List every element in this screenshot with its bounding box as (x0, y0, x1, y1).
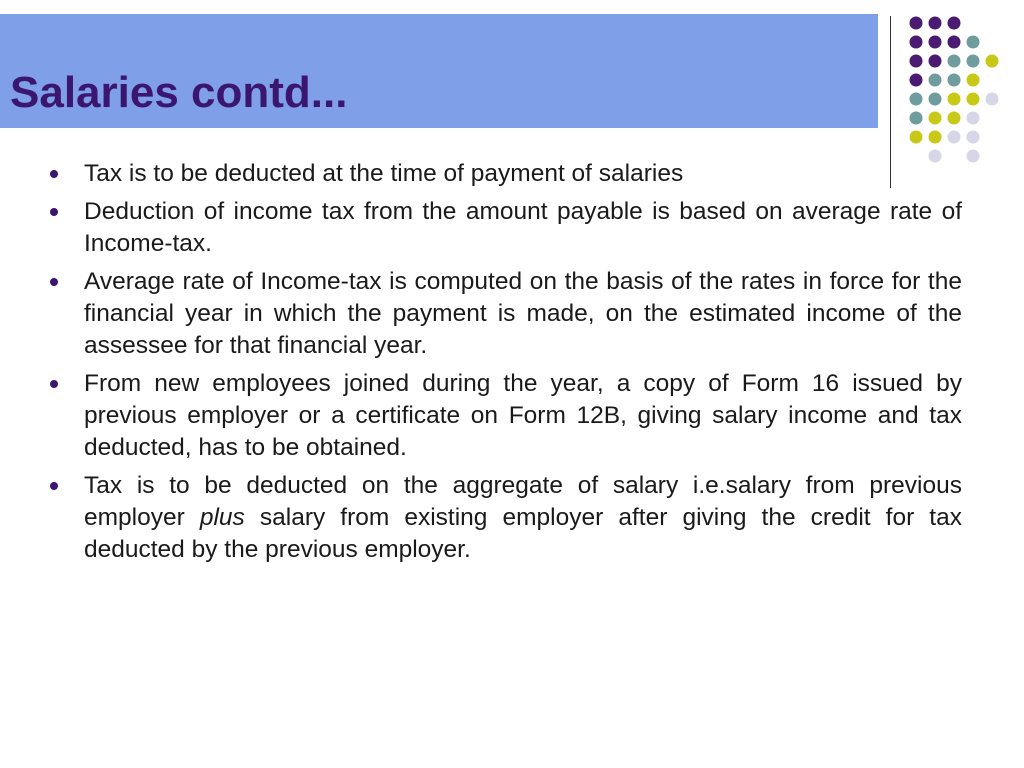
bullet-text: Deduction of income tax from the amount payable is based on average rate of Income-tax. (84, 198, 962, 257)
bullet-text: Average rate of Income-tax is computed on the basis of the rates in force for the financial year in which the payment is made, on the estimated income of the assessee for that financial year. (84, 268, 962, 359)
bullet-marker (50, 380, 58, 388)
decorative-dot (929, 74, 942, 87)
decorative-dot (948, 112, 961, 125)
decorative-dot (948, 36, 961, 49)
slide-title: Salaries contd... (10, 68, 348, 117)
bullet-text: From new employees joined during the year, a copy of Form 16 issued by previous employer or a certificate on Form 12B, giving salary income and tax deducted, has to be obtained. (84, 370, 962, 461)
bullet-list (50, 158, 962, 572)
bullet-item-5 (50, 470, 962, 566)
bullet-emphasis: plus (199, 504, 245, 531)
decorative-dot (986, 93, 999, 106)
bullet-item-3 (50, 266, 962, 362)
decorative-dot (967, 55, 980, 68)
decorative-dot (948, 74, 961, 87)
decorative-dot (910, 55, 923, 68)
decorative-dot (910, 36, 923, 49)
decorative-dot (948, 131, 961, 144)
bullet-text-after: salary from existing employer after giving the credit for tax deducted by the previous employer. (84, 504, 962, 563)
bullet-item-4 (50, 368, 962, 464)
decorative-dot (910, 74, 923, 87)
bullet-item-1 (50, 158, 962, 190)
bullet-item-2 (50, 196, 962, 260)
bullet-marker (50, 208, 58, 216)
decorative-dot (929, 17, 942, 30)
bullet-marker (50, 278, 58, 286)
decorative-dot (929, 36, 942, 49)
decorative-dot (910, 93, 923, 106)
decorative-dot (910, 17, 923, 30)
decorative-dot (929, 55, 942, 68)
decorative-dot (948, 93, 961, 106)
decorative-dot-grid (906, 14, 1016, 174)
decorative-dot (910, 131, 923, 144)
decorative-dot (967, 36, 980, 49)
decorative-dot (929, 112, 942, 125)
decorative-dot (967, 150, 980, 163)
decorative-dot (948, 55, 961, 68)
bullet-marker (50, 482, 58, 490)
decorative-dot (948, 17, 961, 30)
bullet-text-before: Tax is to be deducted on the aggregate of salary i.e.salary from previous employer (84, 472, 962, 531)
decorative-dot (929, 131, 942, 144)
decorative-dot (967, 131, 980, 144)
decorative-dot (910, 112, 923, 125)
bullet-marker (50, 170, 58, 178)
decorative-dot (967, 112, 980, 125)
decorative-dot (967, 93, 980, 106)
decorative-dot (986, 55, 999, 68)
bullet-text: Tax is to be deducted at the time of payment of salaries (84, 160, 684, 187)
decorative-dot (967, 74, 980, 87)
decorative-dot (929, 93, 942, 106)
